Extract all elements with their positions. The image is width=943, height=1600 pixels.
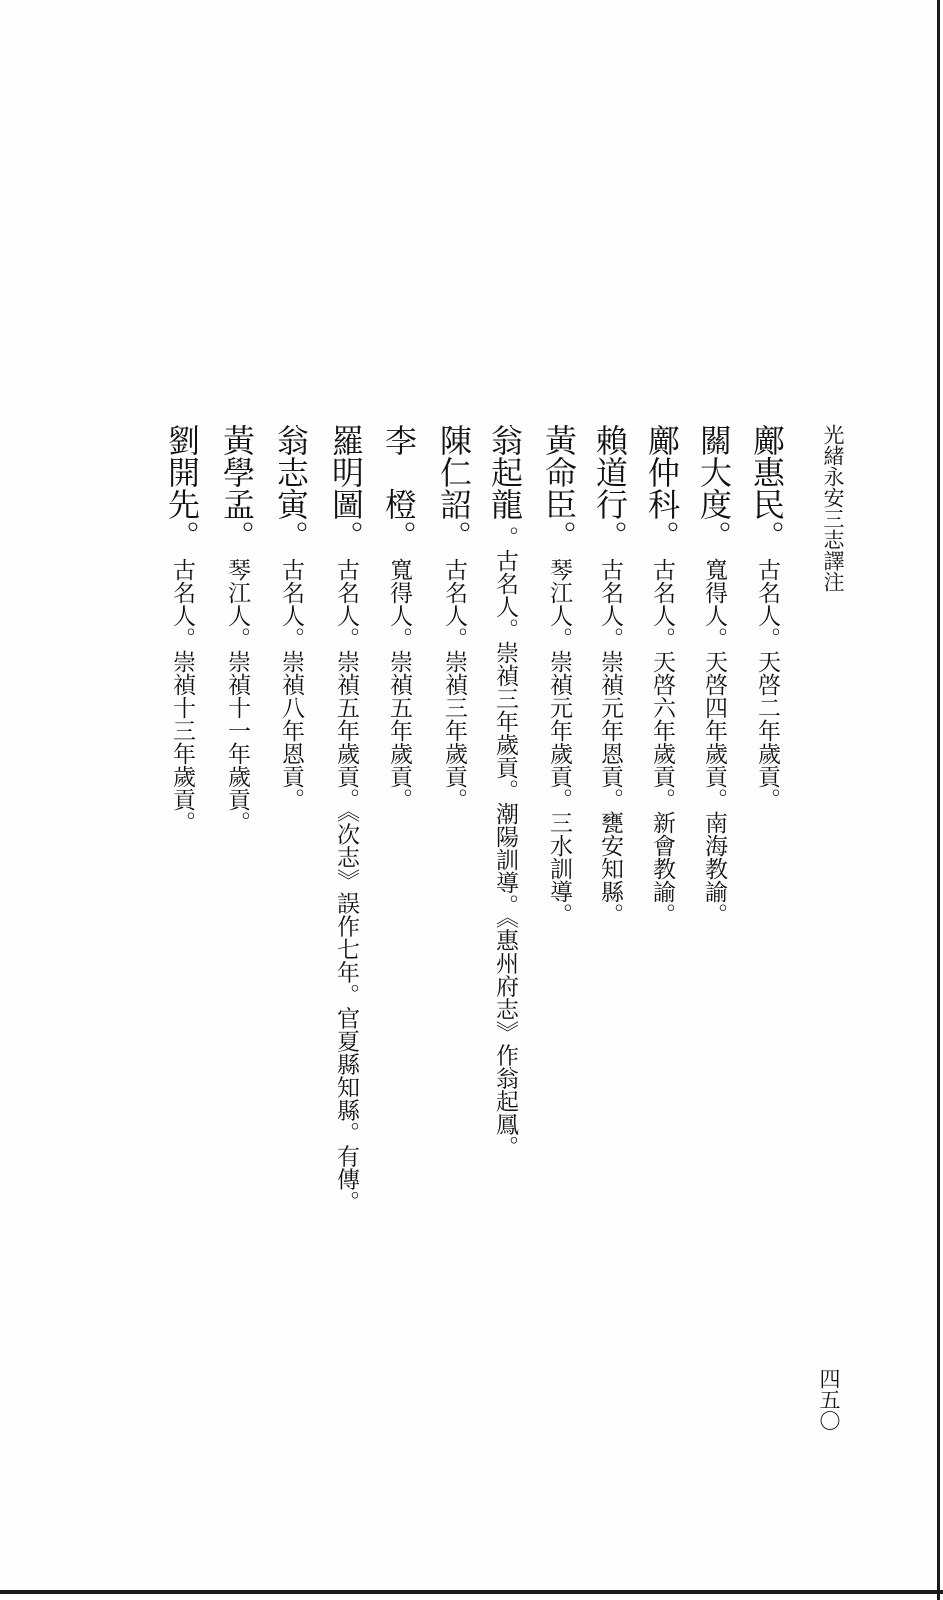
page-number: 四五〇 <box>817 1368 841 1431</box>
entry-name: 李 橙。 <box>380 424 418 552</box>
entry-name: 關大度。 <box>695 424 733 552</box>
running-title: 光緒永安三志譯注 <box>821 424 845 592</box>
entry-4 <box>525 424 578 926</box>
entry-name: 黃命臣。 <box>540 424 578 552</box>
entry-note: 琴江人。崇禎元年歲貢。三水訓導。 <box>546 558 572 926</box>
entry-note: 。古名人。崇禎三年歲貢。潮陽訓導。《惠州府志》作翁起鳳。 <box>492 526 518 1159</box>
entry-10 <box>203 424 256 834</box>
entry-name: 翁起龍 <box>486 424 524 520</box>
scan-edge-bottom <box>0 1590 943 1594</box>
entry-3 <box>576 424 629 926</box>
entry-note: 古名人。崇禎八年恩貢。 <box>278 558 304 811</box>
entry-note: 古名人。崇禎五年歲貢。《次志》誤作七年。官夏縣知縣。有傳。 <box>333 558 359 1214</box>
entry-name: 羅明圖。 <box>327 424 365 552</box>
entry-1 <box>680 424 733 926</box>
entry-note: 古名人。崇禎十三年歲貢。 <box>169 558 195 834</box>
scan-edge-right <box>937 0 940 1600</box>
entry-name: 陳仁詔。 <box>435 424 473 552</box>
entry-5 <box>471 424 524 1159</box>
entry-0 <box>733 424 786 811</box>
entry-11 <box>148 424 201 834</box>
entry-note: 琴江人。崇禎十一年歲貢。 <box>224 558 250 834</box>
entry-note: 寬得人。天啓四年歲貢。南海教諭。 <box>701 558 727 926</box>
entry-note: 寬得人。崇禎五年歲貢。 <box>386 558 412 811</box>
entry-8 <box>312 424 365 1214</box>
entry-note: 古名人。崇禎三年歲貢。 <box>441 558 467 811</box>
entry-2 <box>628 424 681 926</box>
entry-note: 古名人。崇禎元年恩貢。甕安知縣。 <box>597 558 623 926</box>
entry-7 <box>365 424 418 811</box>
entry-note: 古名人。天啓六年歲貢。新會教諭。 <box>649 558 675 926</box>
entry-name: 翁志寅。 <box>272 424 310 552</box>
entry-note: 古名人。天啓二年歲貢。 <box>754 558 780 811</box>
entry-name: 賴道行。 <box>591 424 629 552</box>
entry-name: 劉開先。 <box>163 424 201 552</box>
entry-9 <box>257 424 310 811</box>
entry-name: 鄺惠民。 <box>748 424 786 552</box>
entry-name: 黃學孟。 <box>218 424 256 552</box>
entry-6 <box>420 424 473 811</box>
entry-name: 鄺仲科。 <box>643 424 681 552</box>
